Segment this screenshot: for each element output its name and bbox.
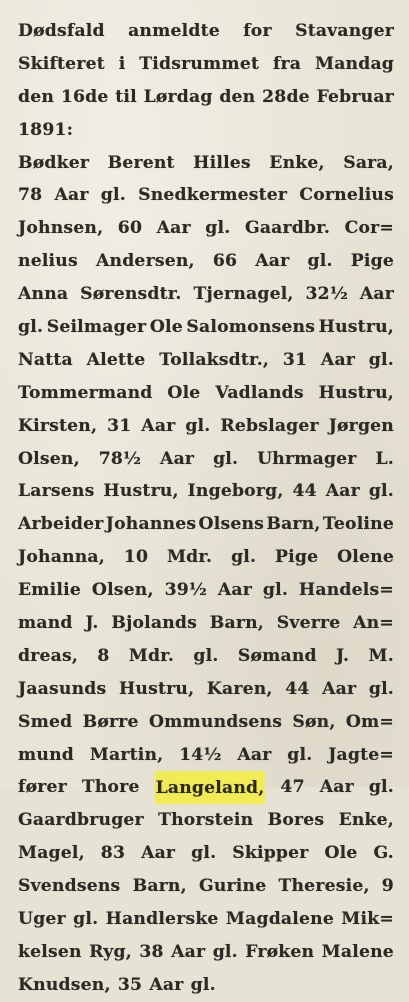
word: Andersen, (95, 251, 195, 272)
word: fra (272, 53, 302, 74)
word: gl. (262, 580, 289, 601)
word: gl. (205, 218, 231, 239)
word: Barn, (266, 514, 321, 535)
death-notice-column (18, 15, 394, 1002)
word: Olsen, (18, 448, 80, 469)
word: Aar (325, 481, 360, 502)
word: Ingeborg, (187, 481, 284, 502)
word: kelsen (18, 941, 82, 962)
word: Skipper (232, 843, 309, 864)
word: Karen, (206, 678, 273, 699)
word: Aar (217, 580, 253, 601)
word: 47 (280, 777, 305, 798)
text-line (18, 607, 394, 640)
text-line (18, 377, 394, 410)
text-line (18, 179, 394, 212)
word: Olsens (198, 514, 265, 535)
word: 44 (292, 481, 317, 502)
text-line (18, 771, 394, 804)
word: 60 (117, 218, 143, 239)
word: gl. (73, 909, 99, 930)
word: gl. (212, 941, 238, 962)
word: gl. (185, 415, 211, 436)
word: Gurine (198, 876, 267, 897)
word: Johnsen, (18, 218, 104, 239)
word: Enke, (269, 152, 325, 173)
word: Theresie, (278, 876, 370, 897)
word: Magdalene (225, 909, 334, 930)
word: Handels= (298, 580, 394, 601)
word: Mdr. (166, 547, 213, 568)
word: Gaardbr. (244, 218, 331, 239)
text-line (18, 81, 394, 114)
word: Skifteret (18, 53, 105, 74)
word: Om= (345, 711, 394, 732)
word: Seilmager (46, 317, 147, 338)
word: Mandag (314, 53, 394, 74)
word: Salomonsens (186, 317, 316, 338)
word: gl. (368, 481, 394, 502)
word: Hustru, (103, 481, 179, 502)
word: 1891: (18, 119, 74, 140)
word: Aar (160, 448, 195, 469)
word: Tidsrummet (139, 53, 260, 74)
text-line (18, 147, 394, 180)
word: Sørensdtr. (80, 284, 182, 305)
text-line (18, 936, 394, 969)
text-line (18, 344, 394, 377)
word: Ommundsens (148, 711, 283, 732)
word: Aar (320, 349, 356, 370)
word: Uhrmager (257, 448, 357, 469)
word: Lørdag (143, 86, 213, 107)
word: Handlerske (105, 909, 219, 930)
text-line (18, 245, 394, 278)
word: Malene (321, 941, 394, 962)
word: 78 (18, 185, 43, 206)
word: Gaardbruger (18, 810, 144, 831)
word: L. (375, 448, 394, 469)
word: Februar (316, 86, 394, 107)
word: Uger (18, 909, 66, 930)
word: Larsens (18, 481, 95, 502)
word: gl. (231, 547, 257, 568)
word: Børre (82, 711, 139, 732)
word: 10 (123, 547, 149, 568)
text-line (18, 739, 394, 772)
word: Aar (141, 415, 176, 436)
word: Bores (267, 810, 325, 831)
word: Mdr. (128, 645, 175, 666)
word: 83 (100, 843, 126, 864)
word: Hustru, (318, 317, 394, 338)
word: Rebslager (220, 415, 319, 436)
word: Cor= (344, 218, 394, 239)
word: gl. (213, 448, 239, 469)
word: Hilles (193, 152, 251, 173)
text-line (18, 969, 394, 1002)
word: Tommermand (18, 382, 153, 403)
word: Aar (255, 251, 290, 272)
word: Cornelius (299, 185, 394, 206)
word: den (219, 86, 256, 107)
word: 9 (381, 876, 394, 897)
word: 35 (117, 974, 143, 995)
word: 66 (212, 251, 238, 272)
word: gl. (18, 317, 44, 338)
word: Tjernagel, (193, 284, 294, 305)
word: 39½ (164, 580, 208, 601)
text-line (18, 706, 394, 739)
word: nelius (18, 251, 78, 272)
word: Bjolands (111, 613, 198, 634)
word: gl. (368, 349, 394, 370)
word: Arbeider (18, 514, 104, 535)
word: gl. (190, 974, 216, 995)
word: Vadlands (215, 382, 304, 403)
text-line (18, 48, 394, 81)
word: Barn, (132, 876, 187, 897)
text-line (18, 508, 394, 541)
word: J. (336, 645, 350, 666)
text-line (18, 114, 394, 147)
word: gl. (100, 185, 126, 206)
word: Thore (81, 777, 140, 798)
word: Aar (319, 777, 354, 798)
word: 31 (282, 349, 308, 370)
word: Pige (350, 251, 394, 272)
word: 38 (139, 941, 164, 962)
word: anmeldte (128, 21, 220, 41)
word: Alette (86, 349, 146, 370)
word: Frøken (245, 941, 315, 962)
word: Jørgen (328, 415, 394, 436)
word: Aar (171, 941, 206, 962)
word: G. (373, 843, 394, 864)
word: Teoline (322, 514, 394, 535)
word: Berent (107, 152, 175, 173)
word: Aar (359, 284, 394, 305)
word: Ole (149, 317, 183, 338)
word: gl. (287, 744, 313, 765)
word: 78½ (98, 448, 142, 469)
word: Aar (322, 678, 357, 699)
word: 8 (97, 645, 110, 666)
text-line (18, 870, 394, 903)
word: Olsen, (91, 580, 154, 601)
word: Stavanger (295, 21, 394, 41)
word: gl. (368, 678, 394, 699)
word: Aar (156, 218, 191, 239)
word: 28de (262, 86, 310, 107)
word: Smed (18, 711, 73, 732)
word: Dødsfald (18, 21, 105, 41)
word: Thorstein (158, 810, 254, 831)
word: Hustru, (318, 382, 394, 403)
word: Mik= (341, 909, 394, 930)
text-line (18, 640, 394, 673)
word: dreas, (18, 645, 79, 666)
word: gl. (307, 251, 333, 272)
word: mand (18, 613, 73, 634)
word: Ole (167, 382, 201, 403)
word: Søn, (292, 711, 336, 732)
word: An= (353, 613, 394, 634)
word: Kirsten, (18, 415, 98, 436)
word: M. (368, 645, 394, 666)
word: Ryg, (89, 941, 132, 962)
word: Enke, (338, 810, 394, 831)
word: Jagte= (328, 744, 394, 765)
word: for (243, 21, 272, 41)
word: Jaasunds (18, 678, 107, 699)
word: Martin, (89, 744, 164, 765)
word: Johanna, (18, 547, 105, 568)
word: Anna (18, 284, 69, 305)
word: 32½ (305, 284, 348, 305)
word: Sara, (343, 152, 394, 173)
word: Johannes (105, 514, 197, 535)
word: Snedkermester (138, 185, 288, 206)
word: til (115, 86, 137, 107)
word: 14½ (179, 744, 222, 765)
text-line (18, 475, 394, 508)
word: Bødker (18, 152, 90, 173)
word: 31 (107, 415, 132, 436)
word: mund (18, 744, 74, 765)
word: gl. (191, 843, 217, 864)
word: Svendsens (18, 876, 121, 897)
word: 44 (285, 678, 310, 699)
word: den (18, 86, 55, 107)
word: Sømand (237, 645, 317, 666)
text-line (18, 574, 394, 607)
word: Natta (18, 349, 73, 370)
word: Tollaksdtr., (159, 349, 270, 370)
word: Ole (324, 843, 358, 864)
word: Barn, (209, 613, 264, 634)
word: Sverre (276, 613, 341, 634)
word: gl. (193, 645, 219, 666)
word: Pige (275, 547, 319, 568)
word: Olene (337, 547, 394, 568)
text-line (18, 15, 394, 48)
word: Aar (237, 744, 272, 765)
text-line (18, 311, 394, 344)
word: fører (18, 777, 67, 798)
text-line (18, 541, 394, 574)
word: Magel, (18, 843, 85, 864)
word: Knudsen, (18, 974, 111, 995)
word: Hustru, (118, 678, 195, 699)
word: Aar (54, 185, 89, 206)
highlighted-word: Langeland, (155, 771, 266, 804)
text-line (18, 804, 394, 837)
text-line (18, 837, 394, 870)
text-line (18, 903, 394, 936)
word: i (118, 53, 126, 74)
word: Aar (149, 974, 184, 995)
word: 16de (60, 86, 109, 107)
text-line (18, 673, 394, 706)
text-line (18, 443, 394, 476)
word: gl. (368, 777, 394, 798)
text-line (18, 410, 394, 443)
word: Aar (141, 843, 176, 864)
word: J. (85, 613, 99, 634)
word: Emilie (18, 580, 82, 601)
text-line (18, 278, 394, 311)
text-line (18, 212, 394, 245)
